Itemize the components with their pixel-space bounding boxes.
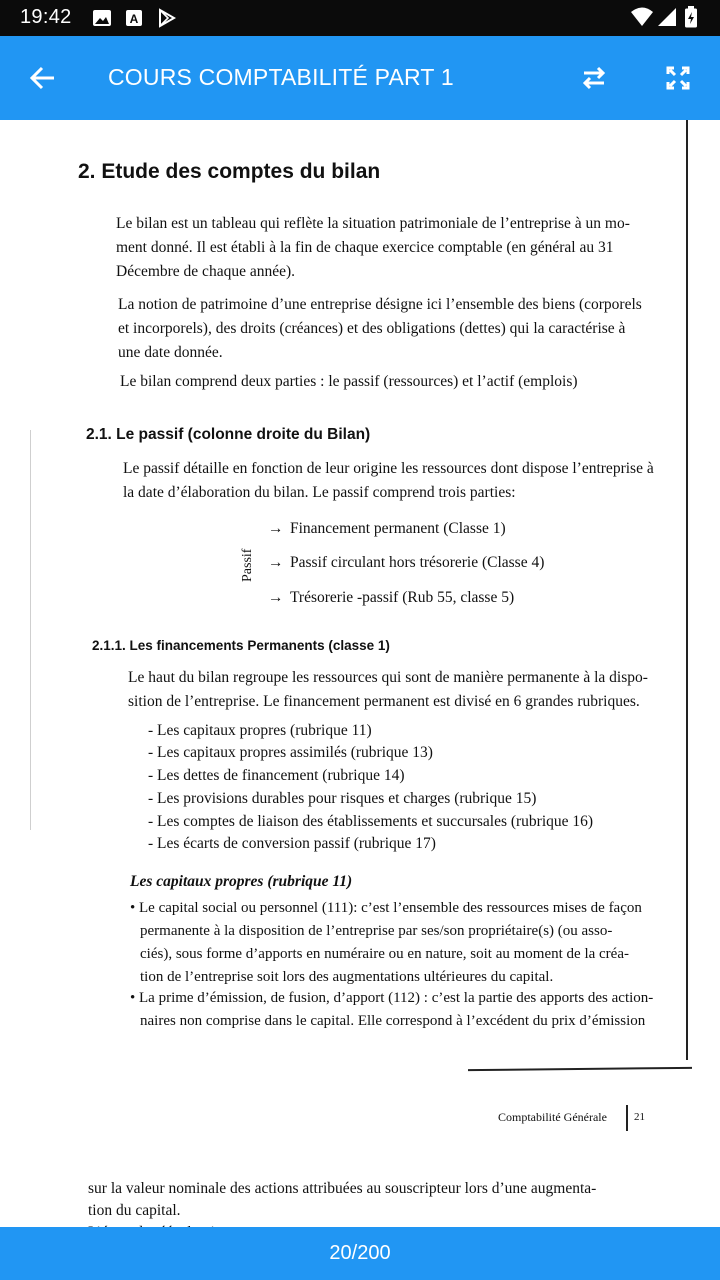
page-title: COURS COMPTABILITÉ PART 1 <box>108 64 454 90</box>
paragraph <box>123 457 654 505</box>
paragraph <box>128 666 648 714</box>
passif-label: Passif <box>240 548 255 582</box>
bottom-bar <box>0 1227 720 1280</box>
paragraph <box>118 293 642 365</box>
paragraph <box>116 212 630 284</box>
bullet-paragraph <box>130 897 642 989</box>
text-line: ment donné. Il est établi à la fin de chaque exercice comptable (en général au 31 <box>116 239 614 256</box>
fullscreen-button[interactable] <box>658 58 698 98</box>
page-edge <box>686 120 688 1060</box>
swap-button[interactable] <box>574 58 614 98</box>
app-bar <box>0 36 720 120</box>
text-line: naires non comprise dans le capital. Elle correspond à l’excédent du prix d’émission <box>140 1013 646 1029</box>
list-item: - Les dettes de financement (rubrique 14) <box>148 767 405 784</box>
text-line: tion de l’entreprise soit lors des augmentations ultérieures du capital. <box>140 969 554 985</box>
svg-text:A: A <box>129 12 139 26</box>
fullscreen-icon <box>658 58 698 98</box>
page-footer-text: Comptabilité Générale <box>498 1110 607 1124</box>
passif-item: → Financement permanent (Classe 1) <box>268 520 506 537</box>
page-indicator: 20/200 <box>329 1242 391 1264</box>
status-time: 19:42 <box>20 6 72 28</box>
section-heading: 2. Etude des comptes du bilan <box>78 160 381 183</box>
passif-item: → Passif circulant hors trésorerie (Classe 4) <box>268 554 545 571</box>
text-line: Le haut du bilan regroupe les ressources qui sont de manière permanente à la dispo- <box>128 669 648 686</box>
text-line: sur la valeur nominale des actions attribuées au souscripteur lors d’une augmenta- <box>88 1180 597 1197</box>
status-bar <box>0 0 720 36</box>
text-line: permanente à la disposition de l’entreprise par ses/son propriétaire(s) (ou asso- <box>140 923 613 939</box>
page-edge <box>468 1067 692 1071</box>
a-icon <box>124 8 144 33</box>
text-line: • Le capital social ou personnel (111): c’est l’ensemble des ressources mises de façon <box>130 900 642 916</box>
signal-icon <box>656 6 678 33</box>
bullet-paragraph <box>130 987 653 1033</box>
text-line: Le bilan est un tableau qui reflète la situation patrimoniale de l’entreprise à un mo- <box>116 215 630 232</box>
wifi-icon <box>630 6 654 33</box>
page-footer-number: 21 <box>634 1111 645 1123</box>
text-line: une date donnée. <box>118 344 223 361</box>
pdf-page <box>28 120 692 1070</box>
pdf-viewer[interactable] <box>0 120 720 1227</box>
paragraph: Le bilan comprend deux parties : le passif (ressources) et l’actif (emplois) <box>120 373 578 390</box>
play-store-icon <box>156 8 178 33</box>
list-item: - Les capitaux propres (rubrique 11) <box>148 722 372 739</box>
image-icon <box>92 8 112 33</box>
text-line: tion du capital. <box>88 1202 181 1219</box>
text-line: la date d’élaboration du bilan. Le passif comprend trois parties: <box>123 484 516 501</box>
list-item: - Les écarts de conversion passif (rubrique 17) <box>148 835 436 852</box>
text-line: sition de l’entreprise. Le financement permanent est divisé en 6 grandes rubriques. <box>128 693 640 710</box>
text-line: Le passif détaille en fonction de leur origine les ressources dont dispose l’entreprise à <box>123 460 654 477</box>
arrow-left-icon <box>22 56 66 100</box>
text-line: La notion de patrimoine d’une entreprise désigne ici l’ensemble des biens (corporels <box>118 296 642 313</box>
back-button[interactable] <box>22 56 66 100</box>
passif-item: → Trésorerie -passif (Rub 55, classe 5) <box>268 589 515 606</box>
text-line: ciés), sous forme d’apports en numéraire ou en nature, soit au moment de la créa- <box>140 946 629 962</box>
list-item: - Les provisions durables pour risques et charges (rubrique 15) <box>148 790 537 807</box>
list-item: - Les capitaux propres assimilés (rubrique 13) <box>148 744 433 761</box>
page-edge <box>30 430 31 830</box>
swap-horizontal-icon <box>574 58 614 98</box>
text-line: et incorporels), des droits (créances) et des obligations (dettes) qui la caractérise à <box>118 320 626 337</box>
italic-heading: Les capitaux propres (rubrique 11) <box>130 873 353 890</box>
text-line: • La prime d’émission, de fusion, d’apport (112) : c’est la partie des apports des action- <box>130 990 654 1006</box>
footer-divider <box>626 1105 628 1131</box>
list-item: - Les comptes de liaison des établissements et succursales (rubrique 16) <box>148 813 594 830</box>
text-line: Décembre de chaque année). <box>116 263 295 280</box>
subsection-heading: 2.1.1. Les financements Permanents (classe 1) <box>92 638 390 653</box>
battery-icon <box>684 6 698 33</box>
subsection-heading: 2.1. Le passif (colonne droite du Bilan) <box>86 426 371 443</box>
